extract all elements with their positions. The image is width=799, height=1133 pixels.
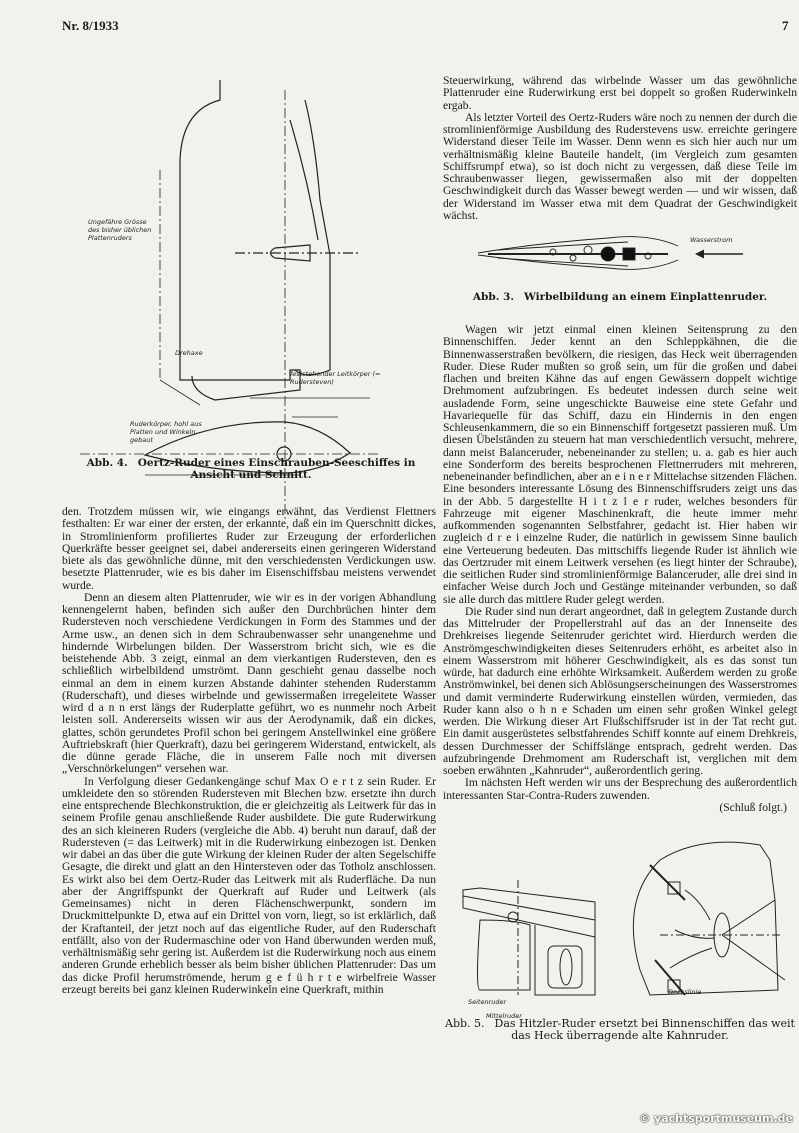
paragraph: Die Ruder sind nun derart angeordnet, daß in gelegtem Zustande durch das Mittelruder der Propellerstrahl auf das an der Innenseite des Drehkreises liegende Seitenruder gerichtet wird. Hierdurch werden die Anströmgeschwindigkeiten dieses Seitenruders erhöht, es arbeitet also in einem Wasserstrom mit höherer Geschwindigkeit, als es das sonst tun würde, hat dadurch eine erhöhte Wirksamkeit. Außerdem werden zu große Anströmwinkel, bei denen sich Ablösungserscheinungen des Wasserstromes und damit verminderte Ruderwirkung einstellen würden, vermieden, das Ruder kann also o h n e Schaden um einen sehr großen Winkel gelegt werden. Die Wirkung dieser Art Flußschiffsruder ist in der Tat recht gut. Ein damit ausgerüstetes selbstfahrendes Schiff konnte auf einem Drehkreis, dessen Durchmesser der Schiffslänge entsprach, gedreht werden. Das aufzubringende Drehmoment am Ruderschaft ist, verglichen mit dem soeben erwähnten „Kahnruder“, außerordentlich gering.	[443, 604, 797, 777]
caption-number: Abb. 3.	[472, 291, 514, 303]
paragraph: Denn an diesem alten Plattenruder, wie wir es in der vorigen Abhandlung kennengelernt haben, befinden sich außer den Durchbrüchen hinter dem Rudersteven noch verschiedene Verdickungen in Form des Stammes und der Arme usw., an denen sich in dem Schraubenwasser sehr unangenehme und hindernde Wirbelungen bilden. Der Wasserstrom bricht sich, wie es die beistehende Abb. 3 zeigt, einmal an dem vierkantigen Rudersteven, den es schließlich wirbelbildend umströmt. Dann geschieht genau dasselbe noch einmal an dem in einem kurzen Abstande dahinter stehenden Ruderstamm (Ruderschaft), und dieses wirbelnde und gewissermaßen irregeleitete Wasser wird d a n n erst längs der Ruderplatte geführt, wo es nunmehr noch Arbeit leisten soll. Andererseits wissen wir aus der Aerodynamik, daß ein dickes, glattes, schön gerundetes Profil schon bei geringem Anstellwinkel eine größere Auftriebskraft (hier Querkraft), dazu bei geringerem Widerstand, entwickelt, als die dünne gerade Fläche, die in unserem Falle noch mit diversen „Verschnörkelungen“ versehen war.	[62, 590, 436, 776]
caption-number: Abb. 4.	[86, 457, 128, 469]
caption-text: Das Hitzler-Ruder ersetzt bei Binnenschiffen das weit das Heck überragende alte Kahnruder.	[494, 1017, 795, 1042]
watermark: © yachtsportmuseum.de	[639, 1112, 793, 1125]
figure-5-caption	[443, 1018, 797, 1042]
paragraph: Steuerwirkung, während das wirbelnde Wasser um das gewöhnliche Plattenruder eine Ruderwirkung erst bei doppelt so großen Ruderwinkeln ergab.	[443, 74, 797, 112]
figure-5-drawing	[460, 840, 799, 1010]
figure-3-caption	[443, 291, 797, 303]
label-rudder-body: Ruderkörper, hohl aus Platten und Winkeln gebaut	[130, 420, 202, 444]
left-column-text	[62, 506, 436, 996]
label-rotation-axis: Drehaxe	[175, 349, 203, 357]
label-side-rudder: Seitenruder	[468, 998, 507, 1006]
label-deck-line: Deckslinie	[668, 988, 702, 996]
paragraph: In Verfolgung dieser Gedankengänge schuf Max O e r t z sein Ruder. Er umkleidete den so störenden Rudersteven mit Blechen bzw. ersetzte ihn durch eine entsprechende Blechkonstruktion, die er gleichzeitig als Leitwerk für das in seinem Profile genau anschließende Ruder ausbildete. Die gute Ruderwirkung des an sich kleineren Ruders (vergleiche die Abb. 4) beruht nun darauf, daß der Rudersteven (= das Leitwerk) mit in die Ruderwirkung einbezogen ist. Denken wir dabei an das über die gute Wirkung der kleinen Ruder der alten Segelschiffe Gesagte, die direkt und glatt an den Hintersteven oder das Totholz anschlossen. Es wirkt also bei dem Oertz-Ruder das Leitwerk mit als Ruderfläche. Da nun aber der Angriffspunkt der Querkraft auf Ruder und Leitwerk (als Gemeinsames) nicht in deren Flächenschwerpunkt, sondern im Druckmittelpunkte D, etwa auf ein Drittel von vorn, liegt, so ist erklärlich, daß der Kraftanteil, der jetzt noch auf das eigentliche Ruder, auf den Ruderschaft entfällt, also von der Rudermaschine oder von Hand überwunden werden muß, verhältnismäßig sehr gering ist. Außerdem ist die Ruderwirkung noch aus einem anderen Grunde erheblich besser als beim bisher üblichen Plattenruder: Das um das dicke Profil herumströmende, herum g e f ü h r t e wirbelfreie Wasser erzeugt bereits bei ganz kleinen Ruderwinkeln eine Querkraft, mithin	[62, 774, 436, 996]
figure-4-drawing	[60, 80, 440, 480]
paragraph: Wagen wir jetzt einmal einen kleinen Seitensprung zu den Binnenschiffen. Jeder kennt an den Schleppkähnen, die die Binnenwasserstraßen bevölkern, die riesigen, das Heck weit überragenden Ruder. Diese Ruder mußten so groß sein, um für die großen und dabei flachen und breiten Kähne das auf engen Gewässern doppelt wichtige Drehmoment aufzubringen. Es bedeutet indessen durch seine weit ausladende Form, seine ungeschickte Bauweise eine stete Gefahr und Havariequelle für das Schiff, dazu ein Hindernis in den engen Schleusenkammern, die so ein Binnenschiff fortgesetzt passieren muß. Um diesen Übelständen zu steuern hat man verschiedentlich versucht, mehrere, dann meist Balanceruder, nebeneinander zu stellen; u. a. gab es hier auch eine Sonderform des bereits besprochenen Flettnerruders mit mehreren, nebeneinander befindlichen, aber an e i n e r Mittelachse sitzenden Flächen. Eine besonders interessante Lösung des Binnenschiffsruders zeigt uns das in der Abb. 5 dargestellte H i t z l e r ruder, welches besonders für Fahrzeuge mit eigener Maschinenkraft, die heute immer mehr aufkommenden sogenannten Selbstfahrer, gedacht ist. Hier haben wir zugleich d r e i einzelne Ruder, die natürlich in gewissem Sinne baulich eine Verteuerung bedeuten. Das mittschiffs liegende Ruder ist ähnlich wie das Oertzruder mit einem Leitwerk versehen (es liegt hinter der Schraube), die seitlichen Ruder sind stromlinienförmige Balanceruder, alle drei sind in einfacher Weise durch Joch und Gestänge miteinander verbunden, so daß sie alle durch das mittlere Ruder gelegt werden.	[443, 323, 797, 606]
right-column-top-text	[443, 75, 797, 222]
caption-text: Oertz-Ruder eines Einschrauben-Seeschiffes in Ansicht und Schnitt.	[137, 457, 416, 481]
label-water-flow: Wasserstrom	[690, 236, 733, 244]
caption-text: Wirbelbildung an einem Einplattenruder.	[524, 291, 768, 303]
issue-number: Nr. 8/1933	[62, 18, 119, 33]
continued-note: (Schluß folgt.)	[719, 800, 787, 814]
label-plate-rudder: Ungefähre Grösse des bisher üblichen Plattenruders	[88, 218, 152, 242]
paragraph: Im nächsten Heft werden wir uns der Besprechung des außerordentlich interessanten Star-Contra-Ruders zuwenden.	[443, 776, 797, 802]
paragraph: den. Trotzdem müssen wir, wie eingangs erwähnt, das Verdienst Flettners festhalten: Er war einer der ersten, der erkannte, daß ein im Querschnitt dickes, in Stromlinienform profiliertes Ruder zur Erzeugung der erforderlichen Querkräfte besser geeignet sei, dabei andererseits einen geringeren Widerstand biete als das gewöhnliche dünne, mit den verschiedensten Verdickungen usw. besetzte Plattenruder, wie es bis daher im Eisenschiffsbau meistens verwendet wurde.	[62, 505, 436, 592]
label-middle-rudder: Mittelruder	[486, 1012, 522, 1020]
label-fixed-guide-body: feststehender Leitkörper (= Rudersteven)	[290, 370, 381, 386]
caption-number: Abb. 5.	[445, 1017, 485, 1030]
right-column-main-text	[443, 324, 797, 814]
page-number: 7	[782, 18, 789, 33]
figure-4-caption	[70, 457, 432, 481]
paragraph: Als letzter Vorteil des Oertz-Ruders wäre noch zu nennen der durch die stromlinienförmige Ausbildung des Ruderstevens usw. erreichte geringere Widerstand dieser Teile im Wasser. Denn wenn es sich hier auch nur um verhältnismäßig kleine Bauteile handelt, (im Vergleich zum gesamten Schiffsrumpf etwa), so ist doch nicht zu vergessen, daß diese Teile im Schraubenwasser liegen, gewissermaßen also mit der doppelten Geschwindigkeit durch das Wasser bewegt werden — und wir wissen, daß der Widerstand im Wasser etwa mit dem Quadrat der Geschwindigkeit wächst.	[443, 110, 797, 222]
